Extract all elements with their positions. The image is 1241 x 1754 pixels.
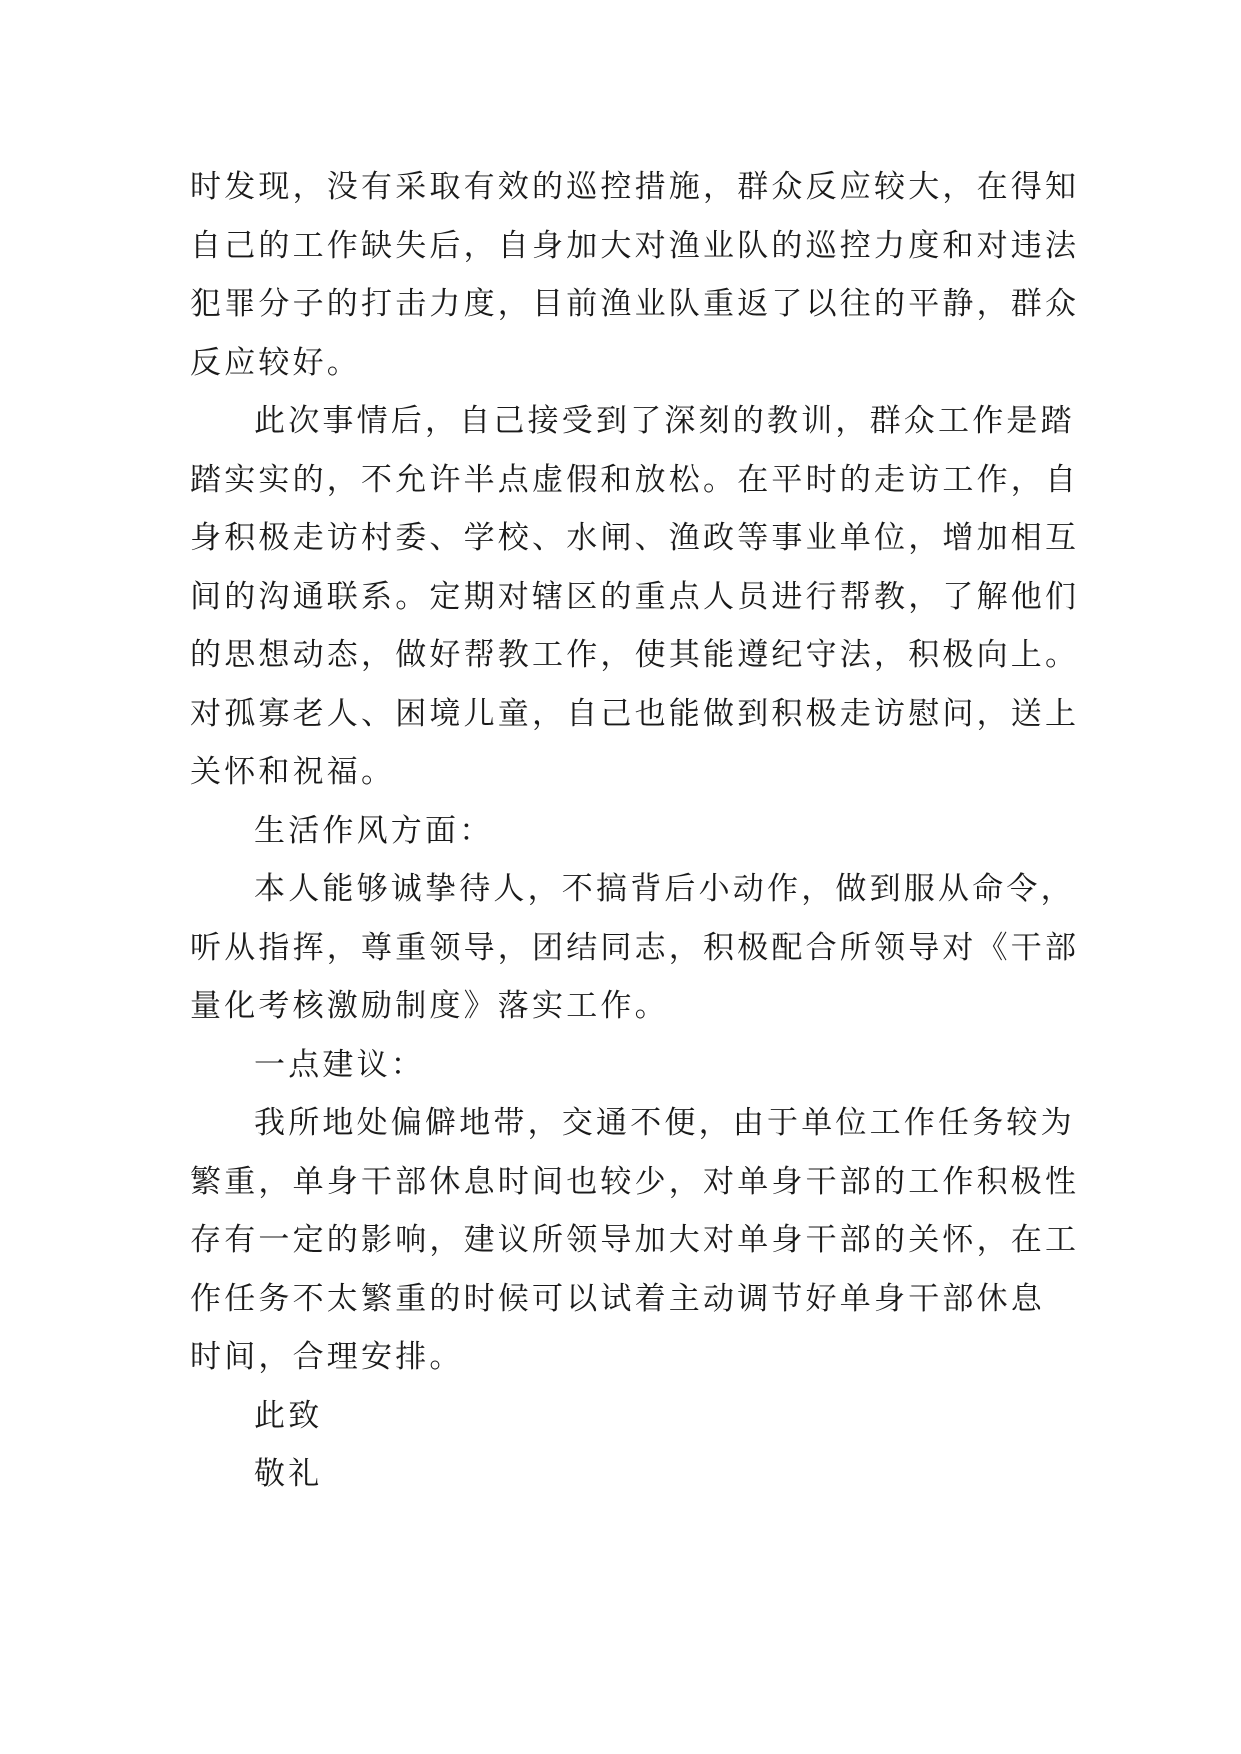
closing-salutation: 此致 — [254, 1397, 323, 1434]
text-line: 间的沟通联系。定期对辖区的重点人员进行帮教，了解他们 — [190, 578, 1080, 615]
text-line: 繁重，单身干部休息时间也较少，对单身干部的工作积极性 — [190, 1163, 1080, 1200]
text-line: 对孤寡老人、困境儿童，自己也能做到积极走访慰问，送上 — [190, 695, 1080, 732]
section-heading-lifestyle: 生活作风方面： — [254, 812, 494, 849]
paragraph-first-line: 我所地处偏僻地带，交通不便，由于单位工作任务较为 — [254, 1105, 1075, 1141]
text-line: 听从指挥，尊重领导，团结同志，积极配合所领导对《干部 — [190, 929, 1080, 966]
text-line: 身积极走访村委、学校、水闸、渔政等事业单位，增加相互 — [190, 520, 1080, 556]
text-line: 量化考核激励制度》落实工作。 — [190, 988, 669, 1024]
text-line: 作任务不太繁重的时候可以试着主动调节好单身干部休息 — [190, 1280, 1045, 1317]
closing-regards: 敬礼 — [254, 1456, 323, 1492]
section-heading-suggestion: 一点建议： — [254, 1046, 425, 1083]
paragraph-first-line: 本人能够诚挚待人，不搞背后小动作，做到服从命令， — [254, 871, 1075, 907]
text-line: 时间，合理安排。 — [190, 1339, 464, 1375]
text-line: 反应较好。 — [190, 344, 361, 381]
text-line: 自己的工作缺失后，自身加大对渔业队的巡控力度和对违法 — [190, 227, 1080, 264]
text-line: 的思想动态，做好帮教工作，使其能遵纪守法，积极向上。 — [190, 637, 1080, 673]
text-line: 关怀和祝福。 — [190, 754, 396, 790]
document-body — [190, 158, 1080, 1504]
text-line: 踏实实的，不允许半点虚假和放松。在平时的走访工作，自 — [190, 461, 1080, 498]
paragraph-first-line: 此次事情后，自己接受到了深刻的教训，群众工作是踏 — [254, 403, 1075, 439]
text-line: 时发现，没有采取有效的巡控措施，群众反应较大，在得知 — [190, 169, 1080, 205]
text-line: 存有一定的影响，建议所领导加大对单身干部的关怀，在工 — [190, 1222, 1080, 1258]
text-line: 犯罪分子的打击力度，目前渔业队重返了以往的平静，群众 — [190, 286, 1080, 322]
